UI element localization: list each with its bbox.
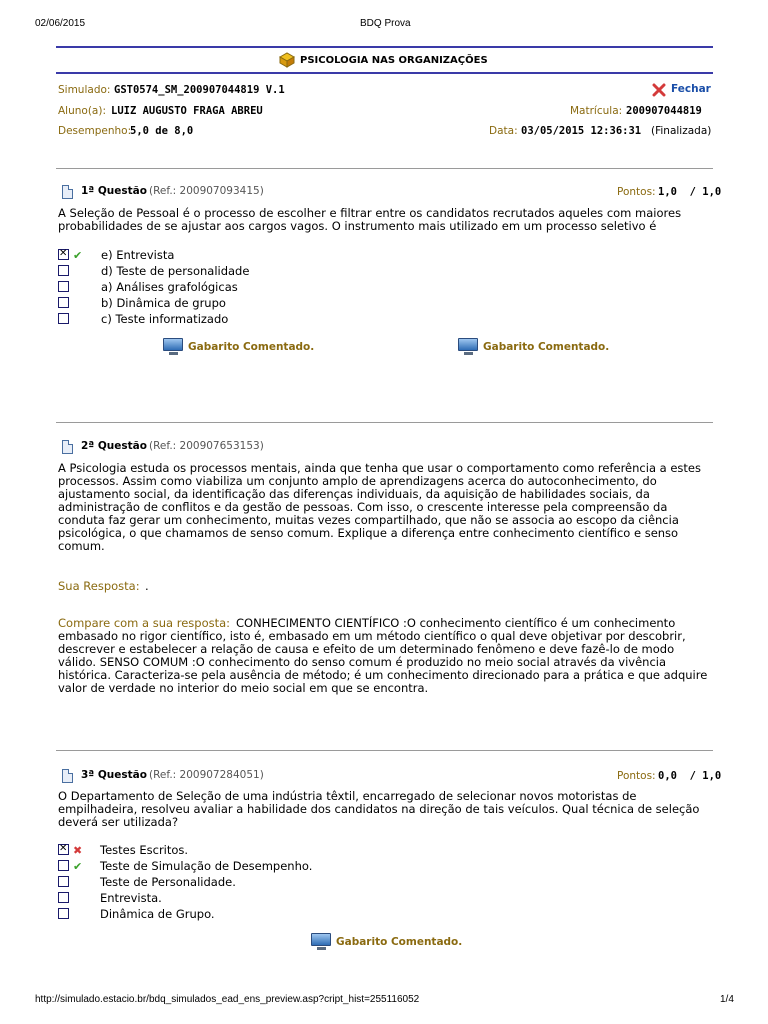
monitor-icon [458,338,478,354]
aluno-label: Aluno(a): [58,105,106,117]
simulado-label: Simulado: [58,84,111,96]
print-url: http://simulado.estacio.br/bdq_simulados_ead_ens_preview.asp?cript_hist=255116052 [35,994,420,1005]
correct-check-icon: ✔ [73,249,83,262]
q1-option-checkbox[interactable] [58,297,69,308]
q1-option: d) Teste de personalidade [101,264,250,278]
fechar-link[interactable]: Fechar [671,83,711,95]
subject-title: PSICOLOGIA NAS ORGANIZAÇÕES [300,55,488,66]
monitor-icon [163,338,183,354]
q1-option: b) Dinâmica de grupo [101,296,226,310]
document-icon [62,769,73,783]
q3-number: 3ª Questão [81,769,147,781]
q2-ref: (Ref.: 200907653153) [149,440,264,452]
q1-option-checkbox[interactable] [58,281,69,292]
divider [56,422,713,423]
data-value: 03/05/2015 12:36:31 [521,125,642,137]
monitor-icon [311,933,331,949]
print-title: BDQ Prova [360,18,411,29]
q1-text-line: probabilidades de se ajustar aos cargos vagos. O instrumento mais utilizado em um processo seletivo é [58,219,657,233]
desempenho-value: 5,0 de 8,0 [130,125,194,137]
data-status: (Finalizada) [651,125,712,137]
close-icon[interactable] [652,82,666,96]
q3-option-checkbox[interactable] [58,892,69,903]
q1-option-checkbox[interactable] [58,313,69,324]
q3-text-line: O Departamento de Seleção de uma indústria têxtil, encarregado de selecionar novos motoristas de [58,789,637,803]
q3-option-checkbox[interactable] [58,908,69,919]
q1-ref: (Ref.: 200907093415) [149,185,264,197]
q1-pontos-label: Pontos: [617,186,656,198]
compare-text-line: válido. SENSO COMUM :O conhecimento do senso comum é produzido no meio social através da vivência [58,655,667,669]
q3-option: Testes Escritos. [100,843,189,857]
q3-option-checkbox[interactable] [58,860,69,871]
book-icon [278,52,296,68]
q3-ref: (Ref.: 200907284051) [149,769,264,781]
q2-text-line: psicológica, o que chamamos de senso comum. Explique a diferença entre conhecimento científico e senso [58,526,679,540]
compare-text-line: embasado no rigor científico, isto é, embasado em um método científico o qual deve objetivar por descobrir, [58,629,686,643]
q3-option-checkbox[interactable] [58,844,69,855]
print-page-number: 1/4 [720,994,734,1005]
compare-label: Compare com a sua resposta: [58,616,231,630]
gabarito-link[interactable]: Gabarito Comentado. [336,936,463,948]
matricula-value: 200907044819 [626,105,702,117]
q3-option: Teste de Simulação de Desempenho. [100,859,313,873]
q2-text-line: comum. [58,539,105,553]
wrong-x-icon: ✖ [73,844,83,857]
q2-text-line: conduta faz gerar um conhecimento, muitas vezes compartilhado, que não se associa ao escopo da ciência [58,513,679,527]
q2-number: 2ª Questão [81,440,147,452]
q1-option: a) Análises grafológicas [101,280,238,294]
q3-text-line: deverá ser utilizada? [58,815,179,829]
q3-option: Teste de Personalidade. [100,875,236,889]
q2-text-line: processos. Assim como viabiliza um conjunto amplo de aprendizagens acerca do autoconhecimento, do [58,474,657,488]
document-icon [62,185,73,199]
aluno-value: LUIZ AUGUSTO FRAGA ABREU [111,105,263,117]
data-label: Data: [489,125,518,137]
compare-text-line: histórica. Caracteriza-se pela ausência de método; é um conhecimento direcionado para a prática e que adquire [58,668,708,682]
q2-text-line: A Psicologia estuda os processos mentais, ainda que tenha que usar o comportamento como referência a estes [58,461,701,475]
q1-text-line: A Seleção de Pessoal é o processo de escolher e filtrar entre os candidatos recrutados aqueles com maiores [58,206,682,220]
simulado-value: GST0574_SM_200907044819 V.1 [114,84,285,96]
correct-check-icon: ✔ [73,860,83,873]
banner-bottom-rule [56,72,713,74]
gabarito-link[interactable]: Gabarito Comentado. [483,341,610,353]
desempenho-label: Desempenho: [58,125,132,137]
resposta-value: . [145,579,149,593]
compare-text-line: valor de verdade no interior do meio social em que se encontra. [58,681,429,695]
q1-option-checkbox[interactable] [58,249,69,260]
gabarito-link[interactable]: Gabarito Comentado. [188,341,315,353]
divider [56,750,713,751]
q2-text-line: administração de conflitos e da gestão de pessoas. Com isso, o crescente interesse pela compreensão da [58,500,668,514]
matricula-label: Matrícula: [570,105,623,117]
resposta-label: Sua Resposta: [58,579,140,593]
q3-text-line: empilhadeira, resolveu avaliar a habilidade dos candidatos na direção de tais veículos. Qual técnica de seleção [58,802,700,816]
q3-option-checkbox[interactable] [58,876,69,887]
q1-pontos-value: 1,0 / 1,0 [658,186,722,198]
q3-option: Dinâmica de Grupo. [100,907,215,921]
divider [56,168,713,169]
q3-pontos-label: Pontos: [617,770,656,782]
q1-option: c) Teste informatizado [101,312,229,326]
print-date: 02/06/2015 [35,18,86,29]
document-icon [62,440,73,454]
q3-pontos-value: 0,0 / 1,0 [658,770,722,782]
q1-option-checkbox[interactable] [58,265,69,276]
q3-option: Entrevista. [100,891,162,905]
compare-text-line: descrever e estabelecer a relação de causa e efeito de um determinado fenômeno e deve fazê-lo de modo [58,642,675,656]
q2-text-line: ajustamento social, da identificação das diferenças individuais, da aquisição de habilidades sociais, da [58,487,650,501]
compare-text-line: CONHECIMENTO CIENTÍFICO :O conhecimento científico é um conhecimento [236,616,676,630]
q1-number: 1ª Questão [81,185,147,197]
banner-top-rule [56,46,713,48]
q1-option: e) Entrevista [101,248,175,262]
